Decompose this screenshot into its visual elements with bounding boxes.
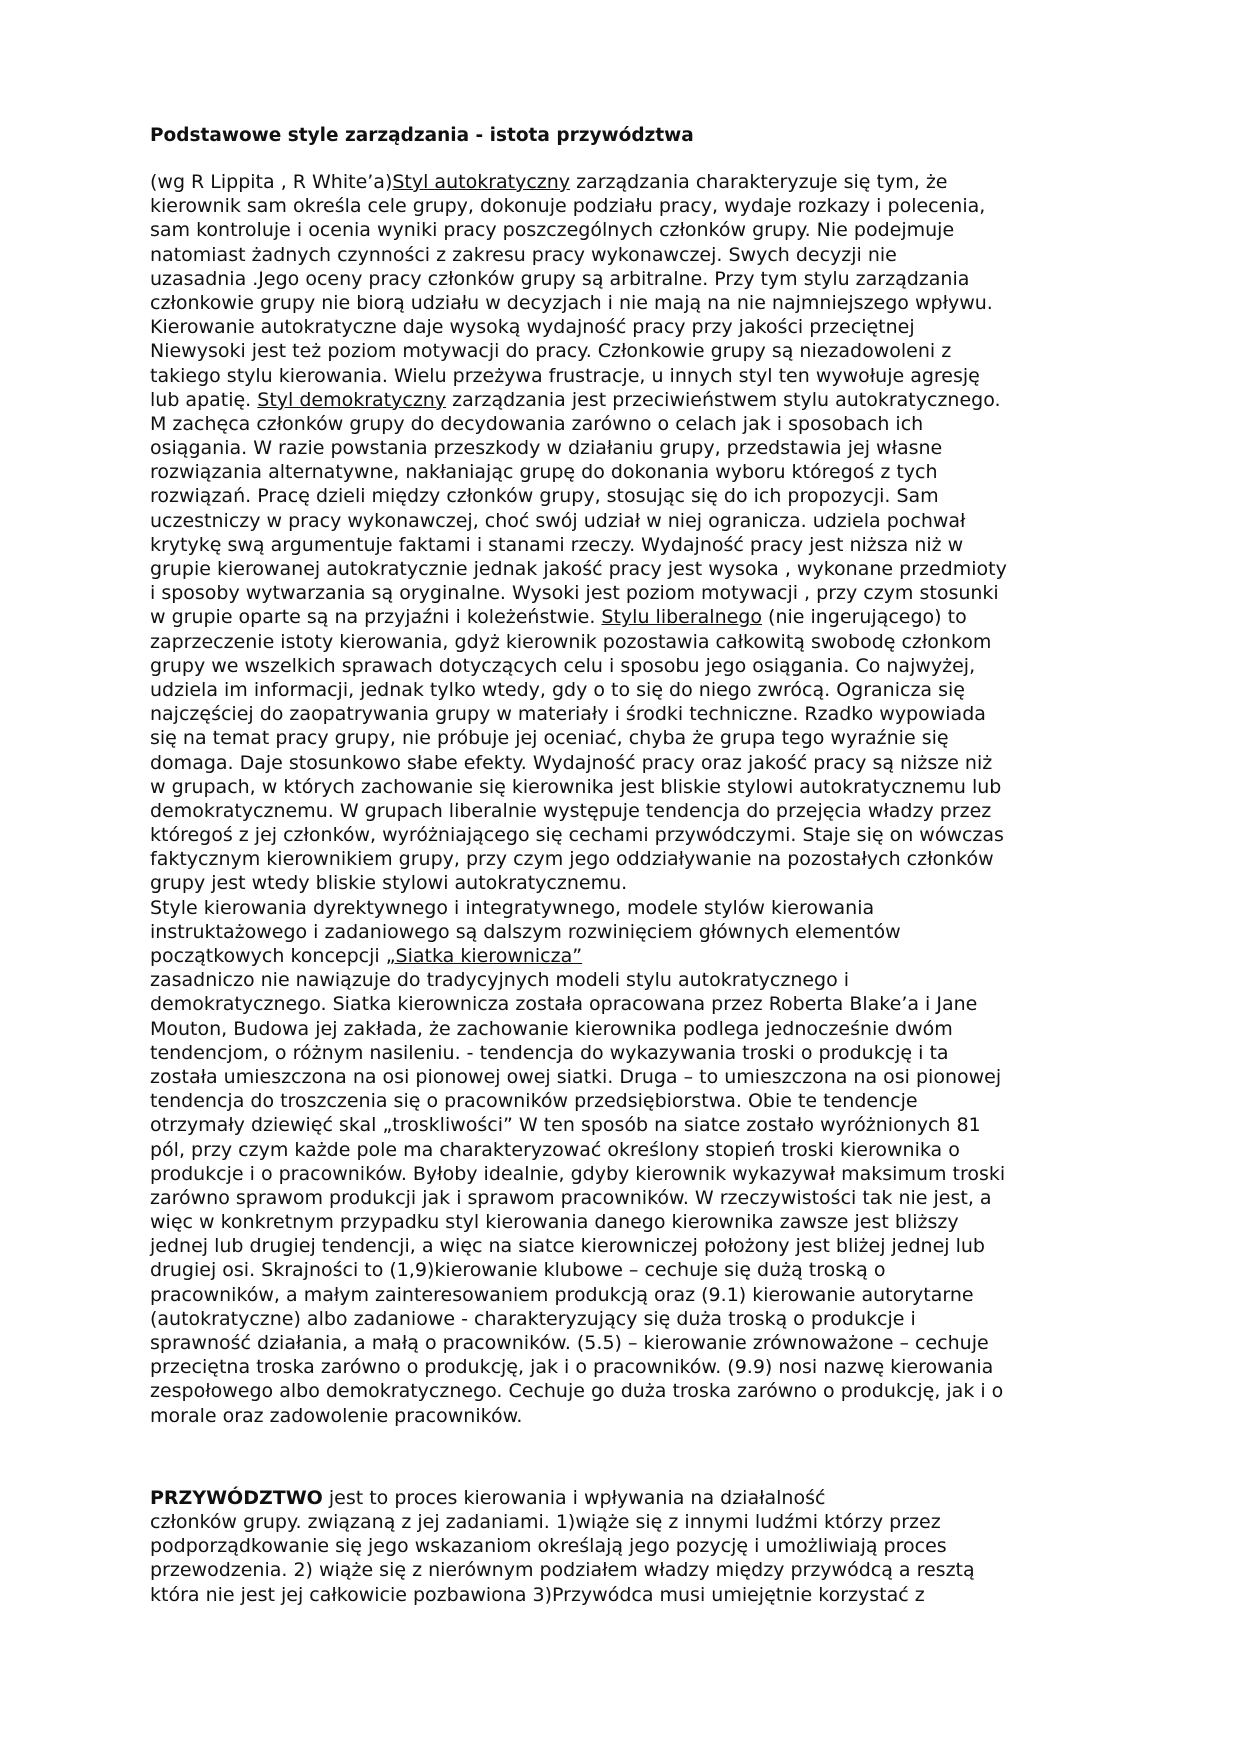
paragraph-leadership-styles	[150, 170, 1100, 1428]
text-line	[150, 364, 1100, 388]
text-line	[150, 1258, 1100, 1282]
text-run: pracowników, a małym zainteresowaniem produkcją oraz (9.1) kierowanie autorytarne	[150, 1283, 974, 1306]
text-run: Kierowanie autokratyczne daje wysoką wydajność pracy przy jakości przeciętnej	[150, 316, 915, 339]
text-line	[150, 1210, 1100, 1234]
text-run: zarządzania jest przeciwieństwem stylu autokratycznego.	[446, 388, 1001, 411]
text-line	[150, 1283, 1100, 1307]
text-run: zarówno sprawom produkcji jak i sprawom pracowników. W rzeczywistości tak nie jest, a	[150, 1186, 992, 1209]
text-line	[150, 315, 1100, 339]
text-run: (autokratyczne) albo zadaniowe - charakteryzujący się duża troską o produkcje i	[150, 1307, 916, 1330]
text-run: zespołowego albo demokratycznego. Cechuje go duża troska zarówno o produkcję, jak i o	[150, 1380, 1004, 1403]
text-run: takiego stylu kierowania. Wielu przeżywa frustracje, u innych styl ten wywołuje agresję	[150, 364, 980, 387]
text-run: która nie jest jej całkowicie pozbawiona 3)Przywódca musi umiejętnie korzystać z	[150, 1583, 925, 1606]
text-run: rozwiązań. Pracę dzieli między członków grupy, stosując się do ich propozycji. Sam	[150, 485, 939, 508]
text-line	[150, 823, 1100, 847]
text-line	[150, 267, 1100, 291]
text-line	[150, 1486, 1100, 1510]
text-line	[150, 799, 1100, 823]
text-line	[150, 726, 1100, 750]
text-run: pól, przy czym każde pole ma charakteryzować określony stopień troski kierownika o	[150, 1138, 960, 1161]
text-line	[150, 775, 1100, 799]
text-line	[150, 1113, 1100, 1137]
text-run: grupie kierowanej autokratycznie jednak jakość pracy jest wysoka , wykonane przedmioty	[150, 558, 1007, 580]
text-line	[150, 1017, 1100, 1041]
text-line	[150, 1065, 1100, 1089]
text-run: grupy jest wtedy bliskie stylowi autokratycznemu.	[150, 872, 628, 895]
text-line	[150, 1558, 1100, 1582]
text-run: lub apatię.	[150, 388, 258, 411]
text-run: produkcje i o pracowników. Byłoby idealnie, gdyby kierownik wykazywał maksimum troski	[150, 1162, 1006, 1185]
text-run: demokratycznemu. W grupach liberalnie występuje tendencja do przejęcia władzy przez	[150, 799, 992, 822]
text-run: i sposoby wytwarzania są oryginalne. Wysoki jest poziom motywacji , przy czym stosunki	[150, 582, 999, 605]
text-line	[150, 896, 1100, 920]
text-run: instruktażowego i zadaniowego są dalszym rozwinięciem głównych elementów	[150, 920, 901, 943]
text-line	[150, 1355, 1100, 1379]
text-run: sprawność działania, a małą o pracowników. (5.5) – kierowanie zrównoważone – cechuje	[150, 1332, 989, 1354]
text-run: morale oraz zadowolenie pracowników.	[150, 1404, 523, 1427]
text-run: jednej lub drugiej tendencji, a więc na siatce kierowniczej położony jest bliżej jednej lub	[150, 1235, 985, 1258]
text-run: Style kierowania dyrektywnego i integratywnego, modele stylów kierowania	[150, 896, 875, 919]
text-line	[150, 291, 1100, 315]
text-line	[150, 630, 1100, 654]
underlined-term: Styl autokratyczny	[392, 171, 571, 193]
text-line	[150, 1089, 1100, 1113]
text-line	[150, 1162, 1100, 1186]
text-line	[150, 678, 1100, 702]
text-line	[150, 1510, 1100, 1534]
text-run: zaprzeczenie istoty kierowania, gdyż kierownik pozostawia całkowitą swobodę członkom	[150, 630, 992, 653]
text-run: członkowie grupy nie biorą udziału w decyzjach i nie mają na nie najmniejszego wpływu.	[150, 291, 993, 314]
text-run: przewodzenia. 2) wiąże się z nierównym podziałem władzy między przywódcą a resztą	[150, 1559, 975, 1582]
text-line	[150, 1404, 1100, 1428]
text-run: tendencjom, o różnym nasileniu. - tendencja do wykazywania troski o produkcję i ta	[150, 1041, 949, 1064]
underlined-term: „Siatka kierownicza”	[385, 945, 583, 967]
text-line	[150, 243, 1100, 267]
text-run: została umieszczona na osi pionowej owej siatki. Druga – to umieszczona na osi pionowej	[150, 1065, 1002, 1088]
text-line	[150, 847, 1100, 871]
text-run: krytykę swą argumentuje faktami i stanami rzeczy. Wydajność pracy jest niższa niż w	[150, 533, 964, 556]
text-line	[150, 605, 1100, 629]
text-line	[150, 581, 1100, 605]
text-line	[150, 1138, 1100, 1162]
text-line	[150, 388, 1100, 412]
text-run: faktycznym kierownikiem grupy, przy czym jego oddziaływanie na pozostałych członków	[150, 848, 994, 871]
text-run: demokratycznego. Siatka kierownicza została opracowana przez Roberta Blake’a i Jane	[150, 993, 978, 1016]
text-line	[150, 218, 1100, 242]
text-run: jest to proces kierowania i wpływania na działalność	[322, 1486, 826, 1509]
text-run: w grupie oparte są na przyjaźni i koleżeństwie.	[150, 606, 602, 629]
text-run: zasadniczo nie nawiązuje do tradycyjnych modeli stylu autokratycznego i	[150, 969, 850, 992]
text-line	[150, 654, 1100, 678]
text-run: podporządkowanie się jego wskazaniom określają jego pozycję i umożliwiają proces	[150, 1535, 947, 1558]
text-run: członków grupy. związaną z jej zadaniami. 1)wiąże się z innymi ludźmi którzy przez	[150, 1510, 941, 1533]
text-run: tendencja do troszczenia się o pracowników przedsiębiorstwa. Obie te tendencje	[150, 1090, 918, 1113]
text-line	[150, 992, 1100, 1016]
text-run: najczęściej do zaopatrywania grupy w materiały i środki techniczne. Rzadko wypowiada	[150, 703, 986, 726]
document-page	[150, 124, 1100, 1607]
text-run: M zachęca członków grupy do decydowania zarówno o celach jak i sposobach ich	[150, 412, 924, 435]
text-run: w grupach, w których zachowanie się kierownika jest bliskie stylowi autokratycznemu lub	[150, 775, 1002, 798]
text-line	[150, 509, 1100, 533]
text-line	[150, 1331, 1100, 1355]
text-run: uzasadnia .Jego oceny pracy członków grupy są arbitralne. Przy tym stylu zarządzania	[150, 267, 970, 290]
text-run: (wg R Lippita , R White’a)	[150, 171, 393, 193]
text-line	[150, 1583, 1100, 1607]
text-line	[150, 1041, 1100, 1065]
text-line	[150, 1379, 1100, 1403]
text-line	[150, 920, 1100, 944]
text-line	[150, 412, 1100, 436]
text-line	[150, 436, 1100, 460]
text-line	[150, 1534, 1100, 1558]
text-line	[150, 194, 1100, 218]
text-line	[150, 533, 1100, 557]
text-run: drugiej osi. Skrajności to (1,9)kierowanie klubowe – cechuje się dużą troską o	[150, 1259, 886, 1282]
text-run: domaga. Daje stosunkowo słabe efekty. Wydajność pracy oraz jakość pracy są niższe niż	[150, 751, 993, 774]
text-run: natomiast żadnych czynności z zakresu pracy wykonawczej. Swych decyzji nie	[150, 243, 897, 266]
text-run: zarządzania charakteryzuje się tym, że	[570, 171, 948, 193]
text-run: przeciętna troska zarówno o produkcję, jak i o pracowników. (9.9) nosi nazwę kierowania	[150, 1356, 994, 1379]
text-run: się na temat pracy grupy, nie próbuje jej oceniać, chyba że grupa tego wyraźnie się	[150, 727, 949, 750]
text-run: rozwiązania alternatywne, nakłaniając grupę do dokonania wyboru któregoś z tych	[150, 461, 938, 484]
text-line	[150, 484, 1100, 508]
text-line	[150, 1186, 1100, 1210]
text-run: więc w konkretnym przypadku styl kierowania danego kierownika zawsze jest bliższy	[150, 1211, 959, 1234]
underlined-term: Styl demokratyczny	[257, 388, 447, 411]
text-line	[150, 968, 1100, 992]
text-run: grupy we wszelkich sprawach dotyczących celu i sposobu jego osiągania. Co najwyżej,	[150, 654, 976, 677]
text-line	[150, 557, 1100, 581]
bold-term: PRZYWÓDZTWO	[150, 1486, 323, 1509]
text-run: któregoś z jej członków, wyróżniającego się cechami przywódczymi. Staje się on wówczas	[150, 824, 1004, 847]
text-run: sam kontroluje i ocenia wyniki pracy poszczególnych członków grupy. Nie podejmuje	[150, 219, 955, 242]
text-run: (nie ingerującego) to	[762, 606, 967, 629]
text-line	[150, 170, 1100, 194]
text-run: osiągania. W razie powstania przeszkody w działaniu grupy, przedstawia jej własne	[150, 437, 943, 460]
underlined-term: Stylu liberalnego	[601, 606, 762, 629]
text-line	[150, 1234, 1100, 1258]
document-title: Podstawowe style zarządzania - istota przywództwa	[150, 125, 694, 146]
text-line	[150, 339, 1100, 363]
text-line	[150, 1307, 1100, 1331]
text-run: kierownik sam określa cele grupy, dokonuje podziału pracy, wydaje rozkazy i polecenia,	[150, 195, 986, 218]
text-line	[150, 751, 1100, 775]
text-line	[150, 871, 1100, 895]
text-line	[150, 944, 1100, 968]
text-run: Mouton, Budowa jej zakłada, że zachowanie kierownika podlega jednocześnie dwóm	[150, 1017, 953, 1040]
text-run: początkowych koncepcji	[150, 945, 386, 967]
text-run: uczestniczy w pracy wykonawczej, choć swój udział w niej ogranicza. udziela pochwał	[150, 509, 966, 532]
text-line	[150, 460, 1100, 484]
text-run: Niewysoki jest też poziom motywacji do pracy. Członkowie grupy są niezadowoleni z	[150, 340, 952, 363]
text-line	[150, 702, 1100, 726]
text-run: udziela im informacji, jednak tylko wtedy, gdy o to się do niego zwrócą. Ogranicza się	[150, 678, 965, 701]
text-run: otrzymały dziewięć skal „troskliwości” W ten sposób na siatce zostało wyróżnionych 81	[150, 1114, 981, 1137]
paragraph-leadership-definition	[150, 1486, 1100, 1607]
